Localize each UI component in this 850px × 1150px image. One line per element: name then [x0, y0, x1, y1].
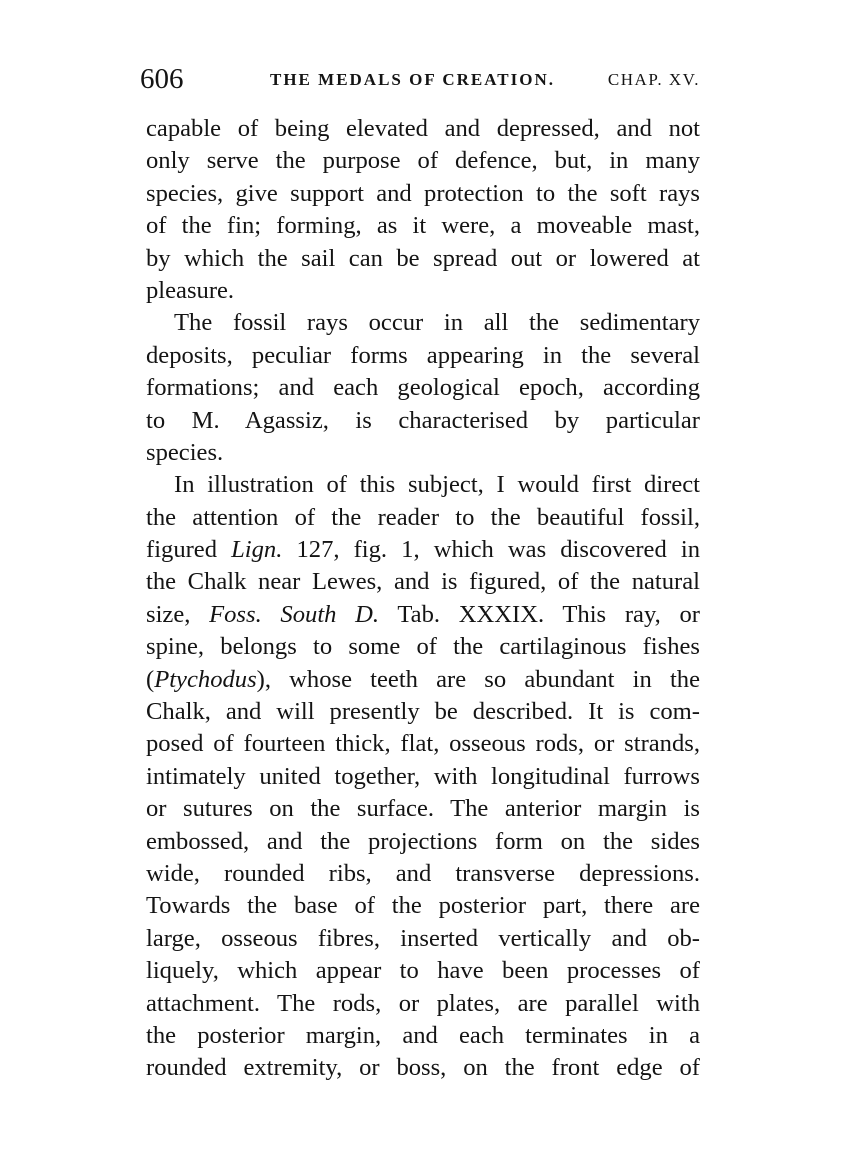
text-line	[146, 405, 700, 437]
italic-text-segment: Foss. South D.	[209, 600, 380, 628]
text-segment: the Chalk near Lewes, and is figured, of the natural	[146, 568, 700, 596]
text-segment: attachment. The rods, or plates, are parallel with	[146, 989, 700, 1017]
text-line	[146, 988, 700, 1020]
text-line	[146, 502, 700, 534]
text-line	[146, 372, 700, 404]
text-segment: formations; and each geological epoch, according	[146, 374, 700, 402]
text-line	[146, 955, 700, 987]
text-segment: large, osseous fibres, inserted vertically and ob-	[146, 924, 700, 952]
text-segment: capable of being elevated and depressed, and not	[146, 115, 700, 142]
italic-text-segment: Ptychodus	[154, 665, 257, 693]
text-segment: pleasure.	[146, 276, 235, 304]
text-line	[146, 243, 700, 275]
text-segment: ), whose teeth are so abundant in the	[256, 665, 700, 693]
text-segment: the attention of the reader to the beautiful fossil,	[146, 503, 700, 531]
text-segment: liquely, which appear to have been processes of	[146, 957, 700, 985]
text-segment: to M. Agassiz, is characterised by particular	[146, 406, 700, 434]
text-line	[146, 178, 700, 210]
text-segment: Towards the base of the posterior part, there are	[146, 892, 700, 920]
text-segment: size,	[146, 600, 210, 628]
text-segment: figured	[146, 536, 232, 564]
text-segment: of the fin; forming, as it were, a moveable mast,	[146, 212, 700, 240]
text-line	[146, 145, 700, 177]
text-segment: 127, fig. 1, which was discovered in	[282, 536, 700, 564]
text-segment: The fossil rays occur in all the sedimentary	[174, 309, 700, 337]
text-line	[146, 340, 700, 372]
text-line	[146, 469, 700, 501]
text-segment: spine, belongs to some of the cartilaginous fishes	[146, 633, 700, 661]
body-text	[146, 113, 700, 1085]
text-segment: species, give support and protection to the soft rays	[146, 179, 700, 207]
text-segment: or sutures on the surface. The anterior margin is	[146, 795, 700, 823]
text-line	[146, 566, 700, 598]
text-segment: (	[146, 665, 155, 693]
text-line	[146, 793, 700, 825]
text-line	[146, 210, 700, 242]
text-segment: by which the sail can be spread out or lowered at	[146, 244, 700, 272]
running-title: THE MEDALS OF CREATION.	[270, 70, 555, 89]
chapter-reference: CHAP. XV.	[607, 70, 700, 89]
text-segment: Chalk, and will presently be described. It is com-	[146, 698, 700, 726]
text-segment: embossed, and the projections form on the sides	[146, 827, 700, 855]
text-segment: posed of fourteen thick, flat, osseous rods, or strands,	[146, 730, 700, 758]
text-line	[146, 113, 700, 145]
text-line	[146, 923, 700, 955]
text-line	[146, 534, 700, 566]
text-line	[146, 664, 700, 696]
text-segment: Tab. XXXIX. This ray, or	[379, 600, 700, 628]
text-line	[146, 761, 700, 793]
text-segment: deposits, peculiar forms appearing in the several	[146, 341, 700, 369]
text-line	[146, 599, 700, 631]
text-line	[146, 858, 700, 890]
text-segment: wide, rounded ribs, and transverse depressions.	[146, 859, 700, 887]
text-segment: intimately united together, with longitudinal furrows	[146, 762, 700, 790]
text-line	[146, 826, 700, 858]
text-segment: rounded extremity, or boss, on the front edge of	[146, 1054, 700, 1082]
text-line	[146, 1052, 700, 1084]
text-line	[146, 307, 700, 339]
running-head	[140, 62, 700, 96]
text-segment: species.	[146, 438, 224, 466]
text-segment: only serve the purpose of defence, but, in many	[146, 147, 700, 175]
text-line	[146, 728, 700, 760]
text-line	[146, 696, 700, 728]
text-line	[146, 1020, 700, 1052]
text-line	[146, 437, 700, 469]
text-segment: In illustration of this subject, I would first direct	[174, 471, 700, 499]
text-segment: the posterior margin, and each terminates in a	[146, 1021, 700, 1049]
text-line	[146, 275, 700, 307]
text-line	[146, 890, 700, 922]
page-number: 606	[140, 63, 184, 95]
italic-text-segment: Lign.	[231, 536, 283, 564]
text-line	[146, 631, 700, 663]
